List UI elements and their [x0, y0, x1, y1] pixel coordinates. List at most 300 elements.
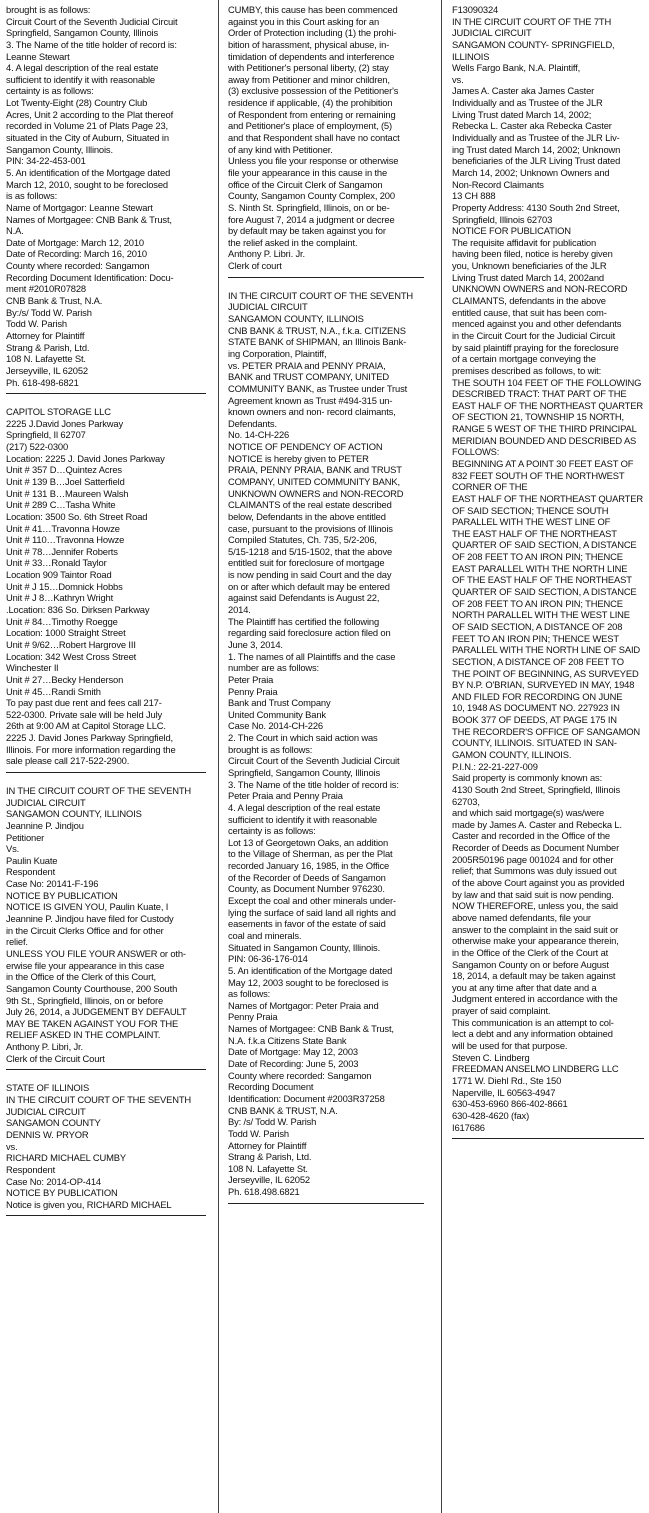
notice-line: AND FILED FOR RECORDING ON JUNE — [452, 690, 623, 702]
notice-line: COUNTY, ILLINOIS. SITUATED IN SAN- — [452, 737, 617, 749]
notice-line: N.A. — [6, 225, 24, 237]
notice-line: ILLINOIS — [452, 50, 490, 62]
notice-line: by said plaintiff praying for the foreclosure — [452, 341, 619, 353]
notice-line: Attorney for Plaintiff — [228, 1139, 307, 1151]
notice-line: PRAIA, PENNY PRAIA, BANK and TRUST — [228, 464, 402, 476]
notice-line: of Respondent from entering or remaining — [228, 108, 396, 120]
notice-line: Illinois. For more information regarding the — [6, 743, 176, 755]
notice-line: Judgment entered in accordance with the — [452, 993, 618, 1005]
notice-line: IN THE CIRCUIT COURT OF THE SEVENTH — [228, 289, 414, 301]
notice-line: Springfield, Illinois 62703 — [452, 213, 553, 225]
notice-line: To pay past due rent and fees call 217- — [6, 697, 162, 709]
notice-line: By:/s/ Todd W. Parish — [6, 306, 92, 318]
notice-line: (3) exclusive possession of the Petitioner's — [228, 85, 399, 97]
notice-line: Case No. 2014-CH-226 — [228, 720, 323, 732]
notice-line: Unit # 33…Ronald Taylor — [6, 557, 107, 569]
notice-line: Unit # J 15…Domnick Hobbs — [6, 580, 123, 592]
notice-separator — [228, 1203, 424, 1204]
notice-line: Notice is given you, RICHARD MICHAEL — [6, 1198, 172, 1210]
notice-line: Acres, Unit 2 according to the Plat thereof — [6, 108, 174, 120]
notice-line: in the Office of the Clerk of this Court, — [6, 971, 156, 983]
notice-line: answer to the complaint in the said suit or — [452, 923, 619, 935]
notice-line: SECTION, A DISTANCE OF 208 FEET TO — [452, 655, 624, 667]
notice-line: 630-428-4620 (fax) — [452, 1109, 530, 1121]
notice-line: GAMON COUNTY, ILLINOIS. — [452, 749, 572, 760]
notice-line: UNKNOWN OWNERS and NON-RECORD — [228, 487, 404, 499]
notice-line: of the above Court against you as provided — [452, 877, 625, 889]
notice-separator — [6, 1069, 206, 1070]
notice-line: Non-Record Claimants — [452, 178, 544, 190]
notice-line: you, Unknown beneficiaries of the JLR — [452, 260, 607, 272]
notice-line: County, as Document Number 976230. — [228, 883, 385, 895]
notice-line: Steven C. Lindberg — [452, 1051, 530, 1063]
notice-line: DESCRIBED TRACT: THAT PART OF THE — [452, 388, 627, 400]
notice-line: and Petitioner's place of employment, (5) — [228, 120, 392, 132]
column-3 — [452, 4, 644, 1151]
notice-line: Penny Praia — [228, 685, 278, 697]
notice-line: COMMUNITY BANK, as Trustee under Trust — [228, 382, 408, 394]
notice-line: Lot 13 of Georgetown Oaks, an addition — [228, 836, 389, 848]
notice-line: Leanne Stewart — [6, 50, 70, 62]
notice-line: 62703, — [452, 795, 480, 807]
notice-line: 108 N. Lafayette St. — [6, 353, 86, 365]
notice-line: as follows: — [228, 988, 271, 1000]
notice-line: 1. The names of all Plaintiffs and the case — [228, 650, 396, 662]
notice-line: with Petitioner's personal liberty, (2) stay — [228, 62, 389, 74]
notice-line: Order of Protection including (1) the prohi- — [228, 27, 397, 39]
notice-line: Location: 3500 So. 6th Street Road — [6, 510, 148, 522]
notice-line: Situated in Sangamon County, Illinois. — [228, 941, 381, 953]
notice-line: the relief asked in the complaint. — [228, 236, 358, 248]
notice-line: RANGE 5 WEST OF THE THIRD PRINCIPAL — [452, 423, 637, 435]
notice-line: Ph. 618.498.6821 — [228, 1186, 300, 1198]
notice-line: Unit # 357 D…Quintez Acres — [6, 464, 122, 476]
notice-line: ment #2010R07828 — [6, 283, 86, 295]
notice-line: Peter Praia — [228, 673, 274, 685]
notice-line: of the Recorder of Deeds of Sangamon — [228, 871, 386, 883]
column-divider — [218, 0, 219, 1513]
notice-line: 4130 South 2nd Street, Springfield, Illinois — [452, 783, 620, 795]
notice-line: JUDICIAL CIRCUIT — [6, 796, 86, 808]
notice-line: IN THE CIRCUIT COURT OF THE 7TH — [452, 15, 612, 27]
notice-line: CNB Bank & Trust, N.A. — [6, 295, 103, 307]
notice-line: SANGAMON COUNTY, ILLINOIS — [228, 313, 364, 325]
notice-line: MERIDIAN BOUNDED AND DESCRIBED AS — [452, 434, 637, 446]
notice-line: situated in the City of Auburn, Situated in — [6, 132, 169, 144]
notice-line: UNLESS YOU FILE YOUR ANSWER or oth- — [6, 947, 186, 959]
notice-line: Unit # 41…Travonna Howze — [6, 522, 120, 534]
notice-line: case, pursuant to the provisions of Illinois — [228, 522, 393, 534]
notice-line: OF SAID SECTION; THENCE SOUTH — [452, 504, 609, 516]
notice-line: June 3, 2014. — [228, 638, 283, 650]
notice-line: Springfield, Il 62707 — [6, 429, 86, 441]
notice-line: Date of Mortgage: March 12, 2010 — [6, 236, 144, 248]
notice-line: RELIEF ASKED IN THE COMPLAINT. — [6, 1029, 161, 1041]
notice-line: Sangamon County Courthouse, 200 South — [6, 982, 178, 994]
notice-line: Unit # 139 B…Joel Satterfield — [6, 475, 125, 487]
notice-line: having been filed, notice is hereby given — [452, 248, 613, 260]
notice-line: Case No: 20141-F-196 — [6, 878, 99, 890]
notice-line: SANGAMON COUNTY, ILLINOIS — [6, 808, 142, 820]
notice-line: UNKNOWN OWNERS and NON-RECORD — [452, 283, 628, 295]
notice-line: 13 CH 888 — [452, 190, 496, 202]
notice-line: you at any time after that date and a — [452, 981, 597, 993]
notice-line: 630-453-6960 866-402-8661 — [452, 1098, 568, 1110]
notice-line: NOW THEREFORE, unless you, the said — [452, 900, 618, 912]
notice-line: Unit # 45…Randi Smith — [6, 685, 101, 697]
notice-line: Individually and as Trustee of the JLR Liv- — [452, 132, 620, 144]
notice-line: bition of harassment, physical abuse, in- — [228, 38, 390, 50]
column-2 — [228, 4, 424, 1216]
notice-line: office of the Circuit Clerk of Sangamon — [228, 178, 383, 190]
notice-line: OF 208 FEET TO AN IRON PIN; THENCE — [452, 551, 623, 563]
notice-line: S. Ninth St. Springfield, Illinois, on or be- — [228, 201, 390, 213]
notice-line: Peter Praia and Penny Praia — [228, 790, 343, 802]
notice-line: NOTICE BY PUBLICATION — [6, 1187, 118, 1199]
notice-line: Unless you file your response or otherwise — [228, 155, 399, 167]
notice-separator — [6, 772, 206, 773]
notice-line: of a certain mortgage conveying the — [452, 353, 596, 365]
notice-line: Naperville, IL 60563-4947 — [452, 1086, 556, 1098]
notice-line: below, Defendants in the above entitled — [228, 510, 386, 522]
notice-line: SANGAMON COUNTY — [6, 1117, 101, 1129]
notice-line: and which said mortgage(s) was/were — [452, 807, 605, 819]
notice-line: No. 14-CH-226 — [228, 429, 290, 441]
notice-line: Caster and recorded in the Office of the — [452, 830, 610, 842]
notice-line: Paulin Kuate — [6, 854, 58, 866]
notice-line: 2225 J.David Jones Parkway — [6, 417, 123, 429]
notice-line: Except the coal and other minerals under- — [228, 895, 396, 907]
notice-line: of any kind with Petitioner. — [228, 143, 333, 155]
notice-line: SANGAMON COUNTY- SPRINGFIELD, — [452, 38, 615, 50]
legal-notice — [6, 1082, 206, 1210]
notice-line: against you in this Court asking for an — [228, 15, 380, 27]
notice-line: Agreement known as Trust #494-315 un- — [228, 394, 393, 406]
notice-line: Unit # 289 C…Tasha White — [6, 499, 116, 511]
notice-line: Identification: Document #2003R37258 — [228, 1092, 385, 1104]
notice-line: Ph. 618-498-6821 — [6, 376, 79, 388]
notice-line: PARALLEL WITH THE NORTH LINE OF SAID — [452, 644, 641, 656]
notice-line: Lot Twenty-Eight (28) Country Club — [6, 97, 148, 109]
notice-line: Recorder of Deeds as Document Number — [452, 842, 620, 854]
notice-line: 18, 2014, a default may be taken against — [452, 970, 616, 982]
notice-line: United Community Bank — [228, 708, 326, 720]
notice-line: COMPANY, UNITED COMMUNITY BANK, — [228, 475, 400, 487]
notice-line: relief; that Summons was duly issued out — [452, 865, 617, 877]
notice-line: on or after which default may be entered — [228, 580, 390, 592]
notice-line: JUDICIAL CIRCUIT — [228, 301, 308, 313]
notice-line: Jerseyville, IL 62052 — [6, 364, 88, 376]
notice-line: 4. A legal description of the real estate — [228, 801, 381, 813]
notice-line: certainty is as follows: — [228, 825, 316, 837]
notice-line: Petitioner — [6, 831, 45, 843]
notice-line: Todd W. Parish — [228, 1127, 289, 1139]
notice-line: IN THE CIRCUIT COURT OF THE SEVENTH — [6, 1094, 192, 1106]
notice-line: known owners and non- record claimants, — [228, 406, 396, 418]
notice-line: 3. The Name of the title holder of record is: — [6, 38, 177, 50]
notice-line: residence if applicable, (4) the prohibition — [228, 97, 393, 109]
notice-line: 5. An identification of the Mortgage dated — [6, 166, 171, 178]
notice-line: 26th at 9:00 AM at Capitol Storage LLC. — [6, 720, 166, 732]
notice-line: Unit # 9/62…Robert Hargrove III — [6, 638, 136, 650]
notice-line: EAST HALF OF THE NORTHEAST QUARTER — [452, 492, 643, 504]
notice-line: Living Trust dated March 14, 2002and — [452, 271, 604, 283]
notice-line: DENNIS W. PRYOR — [6, 1128, 89, 1140]
notice-line: BOOK 377 OF DEEDS, AT PAGE 175 IN — [452, 714, 617, 726]
notice-line: sale please call 217-522-2900. — [6, 755, 130, 767]
notice-line: STATE OF ILLINOIS — [6, 1082, 90, 1094]
notice-line: Penny Praia — [228, 1011, 278, 1023]
notice-line: Sangamon County, Illinois. — [6, 143, 113, 155]
notice-line: THE EAST HALF OF THE NORTHEAST — [452, 527, 617, 539]
notice-line: Unit # 110…Travonna Howze — [6, 534, 125, 546]
notice-line: BANK and TRUST COMPANY, UNITED — [228, 371, 389, 383]
notice-line: lying the surface of said land all rights and — [228, 906, 396, 918]
column-divider — [441, 0, 442, 1513]
notice-line: JUDICIAL CIRCUIT — [452, 27, 532, 39]
notice-line: March 12, 2010, sought to be foreclosed — [6, 178, 168, 190]
notice-line: 2014. — [228, 604, 251, 616]
notice-line: Respondent — [6, 866, 56, 878]
notice-line: NOTICE is hereby given to PETER — [228, 452, 369, 464]
notice-line: CAPITOL STORAGE LLC — [6, 406, 111, 418]
notice-line: to the Village of Sherman, as per the Plat — [228, 848, 393, 860]
notice-line: recorded January 16, 1985, in the Office — [228, 860, 390, 872]
notice-separator — [452, 1138, 644, 1139]
notice-line: Circuit Court of the Seventh Judicial Circuit — [228, 755, 400, 767]
notice-line: Date of Recording: March 16, 2010 — [6, 248, 147, 260]
notice-line: Anthony P. Libri, Jr. — [6, 1041, 83, 1053]
notice-line: 9th St., Springfield, Illinois, on or before — [6, 994, 164, 1006]
notice-line: By: /s/ Todd W. Parish — [228, 1116, 317, 1128]
notice-line: Living Trust dated March 14, 2002; — [452, 108, 592, 120]
notice-line: Clerk of court — [228, 260, 282, 272]
notice-line: Recording Document Identification: Docu- — [6, 271, 174, 283]
notice-line: Compiled Statutes, Ch. 735, 5/2-206, — [228, 534, 377, 546]
notice-line: timidation of dependents and interference — [228, 50, 395, 62]
notice-line: 4. A legal description of the real estate — [6, 62, 159, 74]
notice-line: March 14, 2002; Unknown Owners and — [452, 166, 610, 178]
notice-line: Unit # 131 B…Maureen Walsh — [6, 487, 129, 499]
notice-line: file your appearance in this cause in the — [228, 166, 388, 178]
notice-line: certainty is as follows: — [6, 85, 94, 97]
notice-line: STATE BANK of SHIPMAN, an Illinois Bank- — [228, 336, 407, 348]
notice-line: Unit # J 8…Kathryn Wright — [6, 592, 114, 604]
notice-line: Jeannine P. Jindjou have filed for Custody — [6, 913, 174, 925]
notice-line: vs. PETER PRAIA and PENNY PRAIA, — [228, 359, 386, 371]
notice-line: by default may be taken against you for — [228, 225, 386, 237]
notice-line: Circuit Court of the Seventh Judicial Circuit — [6, 15, 178, 27]
notice-line: NOTICE IS GIVEN YOU, Paulin Kuate, I — [6, 901, 169, 913]
legal-notice — [228, 4, 424, 272]
notice-line: The Plaintiff has certified the following — [228, 615, 380, 627]
notice-line: CNB BANK & TRUST, N.A. — [228, 1104, 338, 1116]
notice-line: relief. — [6, 936, 28, 948]
notice-line: MAY BE TAKEN AGAINST YOU FOR THE — [6, 1017, 179, 1029]
notice-line: 832 FEET SOUTH OF THE NORTHWEST — [452, 469, 625, 481]
notice-line: 3. The Name of the title holder of record is: — [228, 778, 399, 790]
notice-line: IN THE CIRCUIT COURT OF THE SEVENTH — [6, 785, 192, 796]
notice-line: F13090324 — [452, 4, 499, 15]
column-1 — [6, 4, 206, 1228]
notice-line: EAST HALF OF THE NORTHEAST QUARTER — [452, 399, 643, 411]
notice-line: Individually and as Trustee of the JLR — [452, 97, 603, 109]
notice-line: is now pending in said Court and the day — [228, 569, 392, 581]
notice-line: easements in favor of the estate of said — [228, 918, 386, 930]
notice-line: and that Respondent shall have no contact — [228, 132, 400, 144]
notice-line: PIN: 34-22-453-001 — [6, 155, 86, 167]
notice-line: Case No: 2014-OP-414 — [6, 1175, 101, 1187]
notice-line: 2. The Court in which said action was — [228, 732, 378, 744]
notice-line: OF 208 FEET TO AN IRON PIN; THENCE — [452, 597, 623, 609]
notice-line: 1771 W. Diehl Rd., Ste 150 — [452, 1074, 562, 1086]
notice-line: Springfield, Sangamon County, Illinois — [228, 767, 381, 778]
notice-line: Wells Fargo Bank, N.A. Plaintiff, — [452, 62, 581, 74]
notice-line: Date of Mortgage: May 12, 2003 — [228, 1046, 358, 1058]
notice-line: QUARTER OF SAID SECTION, A DISTANCE — [452, 586, 637, 598]
notice-line: prayer of said complaint. — [452, 1005, 551, 1017]
notice-line: Location: 342 West Cross Street — [6, 650, 137, 662]
notice-line: CORNER OF THE — [452, 481, 528, 493]
notice-line: 10, 1948 AS DOCUMENT NO. 227923 IN — [452, 702, 620, 714]
notice-line: BY N.P. O'BRIAN, SURVEYED IN MAY, 1948 — [452, 679, 635, 691]
notice-line: beneficiaries of the JLR Living Trust dated — [452, 155, 621, 167]
notice-line: CLAIMANTS, defendants in the above — [452, 295, 606, 307]
legal-notice — [452, 4, 644, 1133]
notice-line: lect a debt and any information obtained — [452, 1028, 613, 1040]
notice-line: NOTICE OF PENDENCY OF ACTION — [228, 441, 383, 453]
notice-line: Name of Mortgagor: Leanne Stewart — [6, 201, 153, 213]
notice-line: fore August 7, 2014 a judgment or decree — [228, 213, 395, 225]
notice-line: July 26, 2014, a JUDGEMENT BY DEFAULT — [6, 1006, 187, 1018]
notice-line: QUARTER OF SAID SECTION, A DISTANCE — [452, 539, 637, 551]
notice-line: premises described as follows, to wit: — [452, 364, 602, 376]
notice-line: Jeannine P. Jindjou — [6, 819, 84, 831]
notice-line: N.A. f.k.a Citizens State Bank — [228, 1034, 347, 1046]
notice-line: NOTICE FOR PUBLICATION — [452, 225, 571, 237]
notice-line: 108 N. Lafayette St. — [228, 1162, 308, 1174]
legal-notice — [6, 4, 206, 388]
notice-line: erwise file your appearance in this case — [6, 959, 165, 971]
notice-line: Unit # 27…Becky Henderson — [6, 673, 124, 685]
notice-line: 5/15-1218 and 5/15-1502, that the above — [228, 545, 393, 557]
notice-line: 2005R50196 page 001024 and for other — [452, 853, 614, 865]
notice-line: recorded in Volume 21 of Plats Page 23, — [6, 120, 168, 132]
notice-line: Attorney for Plaintiff — [6, 329, 85, 341]
notice-line: I617686 — [452, 1121, 485, 1133]
notice-line: will be used for that purpose. — [452, 1040, 568, 1052]
notice-line: Jerseyville, IL 62052 — [228, 1174, 310, 1186]
notice-line: Anthony P. Libri. Jr. — [228, 248, 305, 260]
notice-line: otherwise make your appearance therein, — [452, 935, 619, 947]
notice-line: Property Address: 4130 South 2nd Street, — [452, 201, 620, 213]
notice-line: Bank and Trust Company — [228, 697, 331, 709]
notice-line: James A. Caster aka James Caster — [452, 85, 595, 97]
notice-line: NOTICE BY PUBLICATION — [6, 889, 118, 901]
notice-line: away from Petitioner and minor children, — [228, 73, 390, 85]
notice-line: is as follows: — [6, 190, 58, 202]
legal-notice — [6, 785, 206, 1064]
notice-line: Todd W. Parish — [6, 318, 67, 330]
notice-line: against said Defendants is August 22, — [228, 592, 380, 604]
notice-line: Vs. — [6, 843, 20, 855]
notice-line: 522-0300. Private sale will be held July — [6, 708, 163, 720]
notice-line: ing Trust dated March 14, 2002; Unknown — [452, 143, 621, 155]
notice-line: made by James A. Caster and Rebecka L. — [452, 818, 622, 830]
notice-line: RICHARD MICHAEL CUMBY — [6, 1152, 126, 1164]
notice-line: FREEDMAN ANSELMO LINDBERG LLC — [452, 1063, 619, 1075]
notice-separator — [228, 277, 424, 278]
legal-notice — [228, 290, 424, 1198]
notice-line: Springfield, Sangamon County, Illinois — [6, 27, 159, 39]
notice-line: CNB BANK & TRUST, N.A., f.k.a. CITIZENS — [228, 324, 406, 336]
notice-line: THE SOUTH 104 FEET OF THE FOLLOWING — [452, 376, 642, 388]
notice-line: The requisite affidavit for publication — [452, 236, 597, 248]
notice-line: ing Corporation, Plaintiff, — [228, 347, 327, 359]
notice-line: THE RECORDER'S OFFICE OF SANGAMON — [452, 725, 640, 737]
notice-line: Names of Mortgagor: Peter Praia and — [228, 999, 379, 1011]
notice-line: OF SECTION 21, TOWNSHIP 15 NORTH, — [452, 411, 624, 423]
notice-line: Date of Recording: June 5, 2003 — [228, 1058, 359, 1070]
notice-line: coal and minerals. — [228, 929, 302, 941]
notice-line: Strang & Parish, Ltd. — [228, 1151, 312, 1163]
notice-line: above named defendants, file your — [452, 911, 591, 923]
notice-line: Names of Mortgagee: CNB Bank & Trust, — [228, 1023, 394, 1035]
notice-line: in the Office of the Clerk of the Court at — [452, 946, 609, 958]
notice-separator — [6, 1215, 206, 1216]
notice-line: FEET TO AN IRON PIN; THENCE WEST — [452, 632, 619, 644]
notice-line: Sangamon County on or before August — [452, 958, 609, 970]
notice-line: Winchester Il — [6, 662, 59, 674]
notice-line: Names of Mortgagee: CNB Bank & Trust, — [6, 213, 172, 225]
notice-line: Defendants. — [228, 417, 277, 429]
notice-line: .Location: 836 So. Dirksen Parkway — [6, 604, 150, 616]
notice-line: Unit # 84…Timothy Roegge — [6, 615, 118, 627]
notice-line: regarding said foreclosure action filed on — [228, 627, 391, 639]
notice-line: Rebecka L. Caster aka Rebecka Caster — [452, 120, 612, 132]
notice-line: brought is as follows: — [228, 743, 313, 755]
notice-line: County, Sangamon County Complex, 200 — [228, 190, 395, 202]
notice-line: BEGINNING AT A POINT 30 FEET EAST OF — [452, 457, 634, 469]
notice-line: entitled cause, that suit has been com- — [452, 306, 607, 318]
notice-line: entitled suit for foreclosure of mortgage — [228, 557, 385, 569]
notice-line: PARALLEL WITH THE WEST LINE OF — [452, 516, 611, 528]
notice-line: P.I.N.: 22-21-227-009 — [452, 760, 538, 772]
notice-line: Clerk of the Circuit Court — [6, 1052, 105, 1064]
notice-line: NORTH PARALLEL WITH THE WEST LINE — [452, 609, 630, 621]
notice-line: County where recorded: Sangamon — [6, 260, 150, 272]
notice-line: number are as follows: — [228, 662, 320, 674]
notice-line: EAST PARALLEL WITH THE NORTH LINE — [452, 562, 628, 574]
notice-line: JUDICIAL CIRCUIT — [6, 1105, 86, 1117]
notice-line: (217) 522-0300 — [6, 441, 69, 453]
notice-line: sufficient to identify it with reasonable — [6, 73, 155, 85]
notice-line: vs. — [6, 1140, 18, 1152]
notice-line: in the Circuit Clerks Office and for other — [6, 924, 164, 936]
notice-line: Location: 2225 J. David Jones Parkway — [6, 452, 165, 464]
notice-line: OF SAID SECTION, A DISTANCE OF 208 — [452, 620, 623, 632]
notice-line: Strang & Parish, Ltd. — [6, 341, 90, 353]
notice-line: THE POINT OF BEGINNING, AS SURVEYED — [452, 667, 639, 679]
notice-line: May 12, 2003 sought to be foreclosed is — [228, 976, 389, 988]
notice-line: Location 909 Taintor Road — [6, 569, 112, 581]
notice-line: 2225 J. David Jones Parkway Springfield, — [6, 732, 174, 744]
notice-line: vs. — [452, 73, 464, 85]
notice-line: Recording Document — [228, 1081, 314, 1093]
notice-line: sufficient to identify it with reasonable — [228, 813, 377, 825]
legal-notice — [6, 406, 206, 767]
notice-line: Location: 1000 Straight Street — [6, 627, 126, 639]
